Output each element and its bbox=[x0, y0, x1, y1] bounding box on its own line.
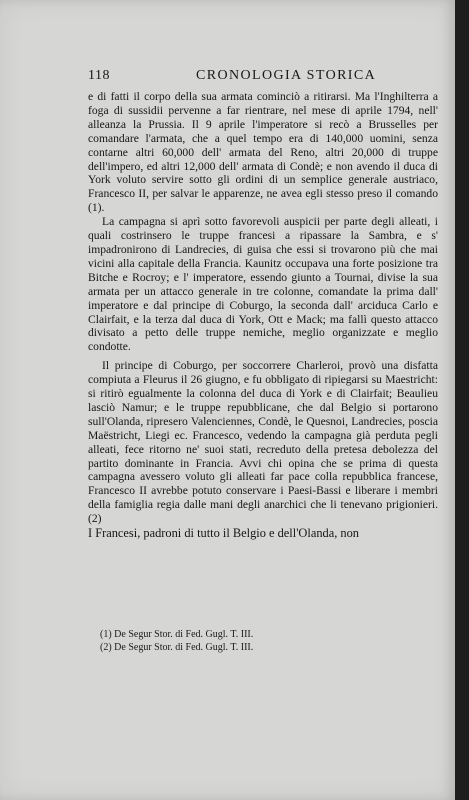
paragraph-campaign: La campagna si aprì sotto favorevoli auspicii per parte degli alleati, i quali costrinsero le truppe francesi a ripassare la Sambra, e s' impadronirono di Landrecies, di guisa che essi si trovarono più che mai vicini alla capitale della Francia. Kaunitz occupava una forte posizione tra Bitche e Rocroy; e l' imperatore, essendo giunto a Tournai, divise la sua armata per un attacco generale in tre colonne, comandate la prima dall' imperatore e dal principe di Coburgo, la seconda dall' arciduca Carlo e Clairfait, e la terza dal duca di York, Ott e Mack; ma fallì questo attacco divisato a petto delle truppe nemiche, meglio organizzate e meglio condotte. bbox=[88, 215, 438, 354]
footnote-2: (2) De Segur Stor. di Fed. Gugl. T. III. bbox=[100, 642, 254, 653]
footnotes bbox=[100, 628, 420, 654]
page-header bbox=[88, 68, 440, 88]
paragraph-french: I Francesi, padroni di tutto il Belgio e dell'Olanda, non bbox=[88, 526, 359, 541]
footnote-1: (1) De Segur Stor. di Fed. Gugl. T. III. bbox=[100, 629, 254, 640]
body-text bbox=[88, 90, 438, 541]
running-title: CRONOLOGIA STORICA bbox=[196, 68, 377, 83]
paragraph-continued: e di fatti il corpo della sua armata cominciò a ritirarsi. Ma l'Inghilterra a foga di sussidii pervenne a far rientrare, nel mese di aprile 1794, nell' alleanza la Prussia. Il 9 aprile l'imperatore si recò a Brusselles per comandare l'armata, che a quel tempo era di 140,000 uomini, senza contarne altri 60,000 dell' armata del Reno, altri 20,000 di truppe dell'impero, ed altri 12,000 dell' armata di Condè; e non avendo il duca di York voluto servire sotto gli ordini di un semplice generale austriaco, Francesco II, per salvar le apparenze, ne avea egli stesso preso il comando (1). bbox=[88, 90, 438, 215]
paragraph-coburg: Il principe di Coburgo, per soccorrere Charleroi, provò una disfatta compiuta a Fleurus il 26 giugno, e fu obbligato di ripiegarsi su Maestricht: si ritirò egualmente la colonna del duca di York e di Clairfait; Beaulieu lasciò Namur; e le truppe repubblicane, che dal Belgio si portarono sull'Olanda, ripresero Valenciennes, Condè, le Quesnoi, Landrecies, poscia Maëstricht, Liegi ec. Francesco, vedendo la campagna già perduta pegli alleati, fece ritorno ne' suoi stati, recreduto della pretesa debolezza del partito dominante in Francia. Avvi chi opina che se prima di questa campagna avessero voluto gli alleati far pace colla repubblica francese, Francesco II avrebbe potuto conservare i Paesi-Bassi e liberare i membri della famiglia regia dalle mani degli anarchici che li tenevano prigionieri. (2) bbox=[88, 359, 438, 526]
page-number: 118 bbox=[88, 68, 110, 83]
